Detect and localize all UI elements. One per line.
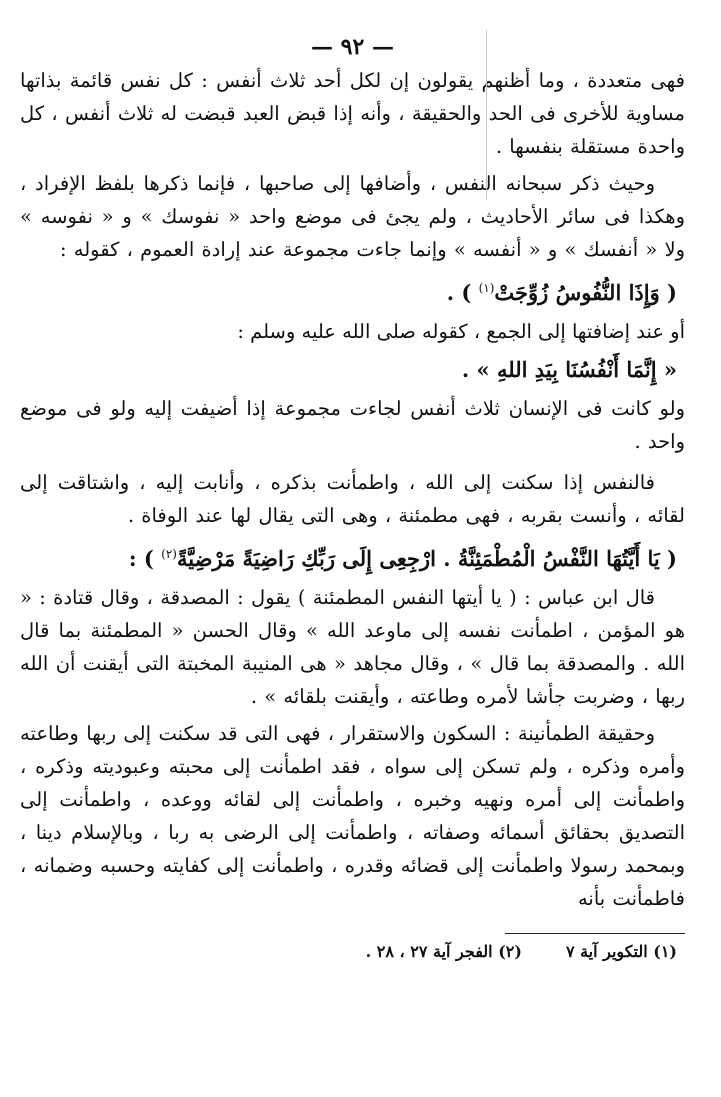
paragraph-3: ولو كانت فى الإنسان ثلاث أنفس لجاءت مجموعة إذا أضيفت إليه ولو فى موضع واحد .	[20, 397, 685, 453]
paragraph-4: فالنفس إذا سكنت إلى الله ، واطمأنت بذكره ، وأنابت إليه ، واشتاقت إلى لقائه ، وأنست بقربه ، فهى مطمئنة ، وهى التى يقال لها عند الوفاة .	[20, 471, 685, 527]
quran-verse-2	[20, 536, 685, 577]
page-number: — ٩٢ —	[311, 34, 394, 60]
verse-2-close: ) :	[128, 546, 154, 571]
paragraph-1: فهى متعددة ، وما أظنهم يقولون إن لكل أحد ثلاث أنفس : كل نفس قائمة بذاتها مساوية للأخرى فى الحد والحقيقة ، وأنه إذا قبض العبد قبضت له ثلاث أنفس ، كل واحدة مستقلة بنفسها .	[20, 69, 685, 158]
hadith-quote: « إِنَّمَا أَنْفُسُنَا بِيَدِ اللهِ » .	[461, 357, 677, 382]
paragraph-6: وحقيقة الطمأنينة : السكون والاستقرار ، فهى التى قد سكنت إلى ربها وطاعته وأمره وذكره ، ولم تسكن إلى سواه ، فقد اطمأنت إلى محبته وعبوديته وذكره ، واطمأنت إلى أمره ونهيه وخبره ، واطمأنت إلى لقائه ووعده ، واطمأنت إلى التصديق بحقائق أسمائه وصفاته ، واطمأنت إلى الرضى به ربا ، وبالإسلام دينا ، وبمحمد رسولا واطمأنت إلى قضائه وقدره ، واطمأنت إلى كفايته وحسبه وضمانه ، فاطمأنت بأنه	[20, 722, 685, 910]
verse-2-text: ( يَا أَيَّتُهَا النَّفْسُ الْمُطْمَئِنَّةُ . ارْجِعِى إِلَى رَبِّكِ رَاضِيَةً مَرْضِيَّةً	[176, 546, 677, 571]
hadith-intro-line: أو عند إضافتها إلى الجمع ، كقوله صلى الله عليه وسلم :	[237, 320, 685, 343]
book-page	[20, 30, 685, 1070]
paragraph-2: وحيث ذكر سبحانه النفس ، وأضافها إلى صاحبها ، فإنما ذكرها بلفظ الإفراد ، وهكذا فى سائر الأحاديث ، ولم يجئ فى موضع واحد « نفوسك » و « نفوسه » ولا « أنفسك » و « أنفسه » وإنما جاءت مجموعة عند إرادة العموم ، كقوله :	[20, 172, 685, 261]
quran-verse-1	[20, 270, 685, 311]
paragraph-5: قال ابن عباس : ( يا أيتها النفس المطمئنة ) يقول : المصدقة ، وقال قتادة : « هو المؤمن ، اطمأنت نفسه إلى ماوعد الله » وقال الحسن « المطمئنة بما قال الله . والمصدقة بما قال » ، وقال مجاهد « هى المنيبة المخبتة التى أيقنت أن الله ربها ، وضربت جأشا لأمره وطاعته ، وأيقنت بلقائه » .	[20, 586, 685, 708]
verse-1-footnote-ref: (١)	[478, 281, 495, 295]
footnote-1: (١) التكوير آية ٧	[565, 942, 677, 961]
verse-2-footnote-ref: (٢)	[161, 547, 177, 561]
verse-1-text: ( وَإِذَا النُّفُوسُ زُوِّجَتْ	[494, 280, 677, 305]
footnote-2: (٢) الفجر آية ٢٧ ، ٢٨ .	[365, 942, 522, 961]
verse-1-close: ) .	[446, 280, 472, 305]
footnote-divider	[505, 933, 685, 934]
page-crease	[486, 30, 487, 200]
footnotes	[20, 940, 685, 964]
